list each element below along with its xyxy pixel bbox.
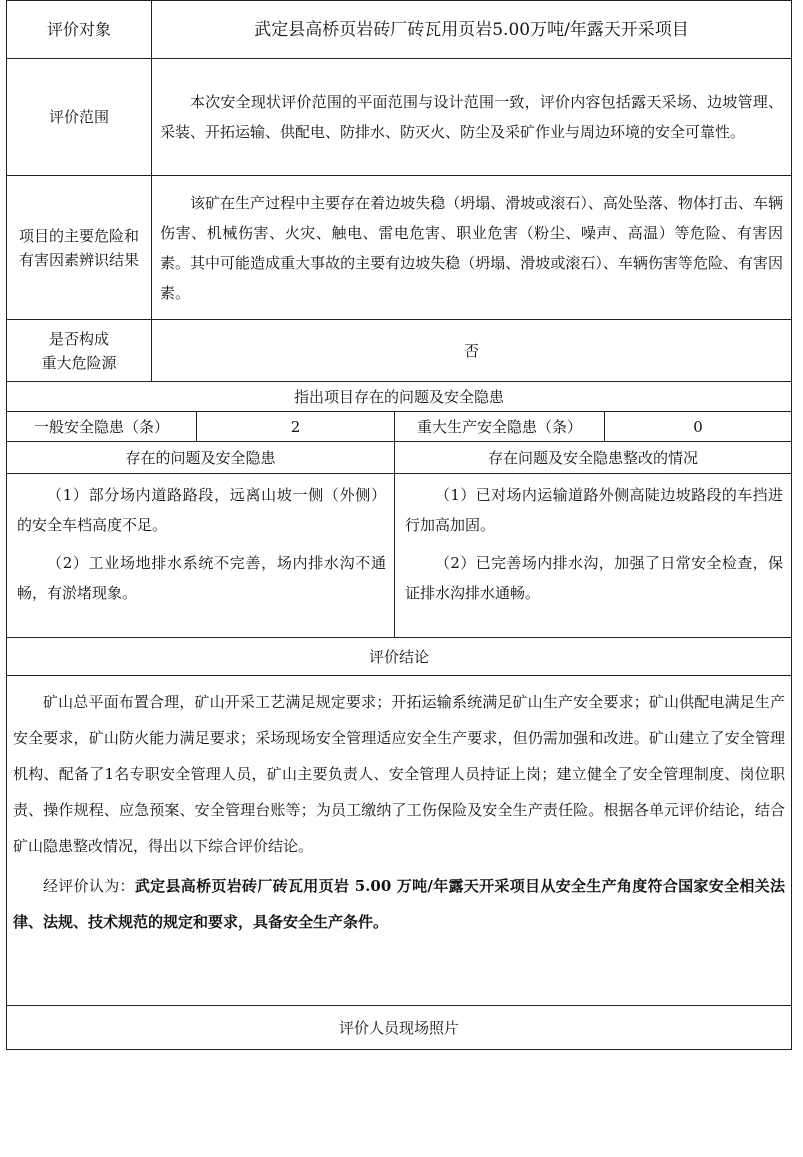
rectification-item: （2）已完善场内排水沟，加强了日常安全检查，保证排水沟排水通畅。: [405, 554, 784, 602]
value-evaluation-scope: 本次安全现状评价范围的平面范围与设计范围一致，评价内容包括露天采场、边坡管理、采装、开拓运输、供配电、防排水、防灭火、防尘及采矿作业与周边环境的安全可靠性。: [152, 59, 792, 176]
conclusion-statement: 武定县高桥页岩砖厂砖瓦用页岩 5.00 万吨/年露天开采项目从安全生产角度符合国家安全相关法律、法规、技术规范的规定和要求，具备安全生产条件。: [13, 877, 785, 931]
row-conclusion-header: [7, 638, 792, 676]
row-conclusion-body: [7, 676, 792, 1006]
row-hazard-counts: [7, 412, 792, 442]
conclusion-body: [7, 676, 792, 1006]
conclusion-paragraph-1: 矿山总平面布置合理，矿山开采工艺满足规定要求；开拓运输系统满足矿山生产安全要求；矿山供配电满足生产安全要求，矿山防火能力满足要求；采场现场安全管理适应安全生产要求，但仍需加强和改进。矿山建立了安全管理机构、配备了1名专职安全管理人员，矿山主要负责人、安全管理人员持证上岗；建立健全了安全管理制度、岗位职责、操作规程、应急预案、安全管理台账等；为员工缴纳了工伤保险及安全生产责任险。根据各单元评价结论，结合矿山隐患整改情况，得出以下综合评价结论。: [13, 693, 786, 855]
row-evaluation-scope: [7, 59, 792, 176]
row-hazard-identification: [7, 176, 792, 320]
conclusion-prefix: 经评价认为：: [43, 877, 135, 895]
row-issues-columns: [7, 442, 792, 474]
header-rectification-status: 存在问题及安全隐患整改的情况: [395, 442, 792, 474]
issues-header: 指出项目存在的问题及安全隐患: [7, 382, 792, 412]
row-photos-header: [7, 1006, 792, 1050]
label-general-hazards: 一般安全隐患（条）: [7, 412, 197, 442]
label-evaluation-object: 评价对象: [7, 1, 152, 59]
value-evaluation-object: 武定县高桥页岩砖厂砖瓦用页岩5.00万吨/年露天开采项目: [152, 1, 792, 59]
rectification-item: （1）已对场内运输道路外侧高陡边坡路段的车挡进行加高加固。: [405, 486, 784, 534]
photos-header: 评价人员现场照片: [7, 1006, 792, 1050]
label-major-hazard-source-line1: 是否构成: [48, 329, 109, 348]
conclusion-paragraph-2: [7, 868, 791, 940]
issue-item: （2）工业场地排水系统不完善，场内排水沟不通畅，有淤堵现象。: [17, 554, 386, 602]
label-hazard-identification: 项目的主要危险和有害因素辨识结果: [7, 176, 152, 320]
label-major-hazard-source-line2: 重大危险源: [41, 353, 117, 372]
evaluation-summary-table: [6, 0, 792, 1050]
row-issues-detail: [7, 474, 792, 638]
value-hazard-identification: 该矿在生产过程中主要存在着边坡失稳（坍塌、滑坡或滚石）、高处坠落、物体打击、车辆伤害、机械伤害、火灾、触电、雷电危害、职业危害（粉尘、噪声、高温）等危险、有害因素。其中可能造成重大事故的主要有边坡失稳（坍塌、滑坡或滚石）、车辆伤害等危险、有害因素。: [152, 176, 792, 320]
row-issues-header: [7, 382, 792, 412]
row-major-hazard-source: [7, 320, 792, 382]
conclusion-header: 评价结论: [7, 638, 792, 676]
value-major-hazard-source: 否: [152, 320, 792, 382]
row-evaluation-object: [7, 1, 792, 59]
header-existing-issues: 存在的问题及安全隐患: [7, 442, 395, 474]
label-major-hazards: 重大生产安全隐患（条）: [395, 412, 605, 442]
rectification-list: [395, 474, 792, 638]
label-major-hazard-source: [7, 320, 152, 382]
existing-issues-list: [7, 474, 395, 638]
label-evaluation-scope: 评价范围: [7, 59, 152, 176]
value-major-hazards: 0: [605, 412, 792, 442]
issue-item: （1）部分场内道路路段，远离山坡一侧（外侧）的安全车档高度不足。: [17, 486, 386, 534]
value-general-hazards: 2: [197, 412, 395, 442]
